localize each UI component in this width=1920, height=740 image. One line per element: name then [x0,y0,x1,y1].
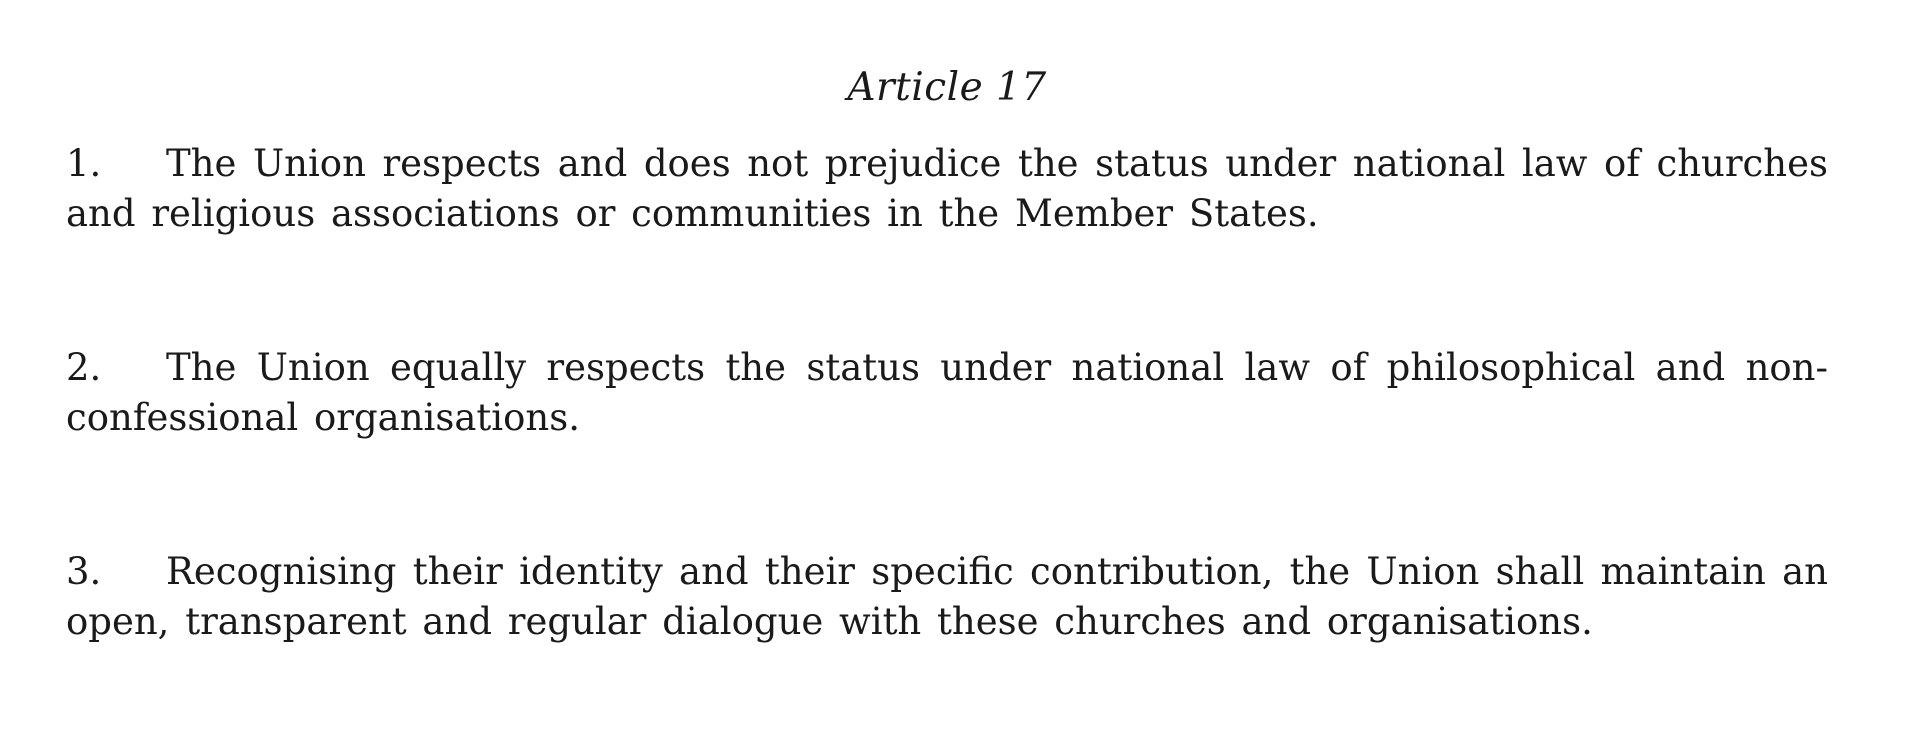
paragraph-1 [66,139,1828,239]
paragraph-text: The Union respects and does not prejudice the status under national law of churches and religious associations or communities in the Member States. [66,142,1828,235]
paragraph-text: The Union equally respects the status under national law of philosophical and non-confessional organisations. [66,346,1828,439]
paragraph-number: 1. [66,142,102,185]
paragraph-text: Recognising their identity and their specific contribution, the Union shall maintain an open, transparent and regular dialogue with these churches and organisations. [66,550,1828,643]
document-page [66,0,1828,740]
paragraph-number: 2. [66,346,102,389]
article-title: Article 17 [847,65,1047,110]
paragraph-number: 3. [66,550,102,593]
paragraph-3 [66,547,1828,647]
paragraph-2 [66,343,1828,443]
